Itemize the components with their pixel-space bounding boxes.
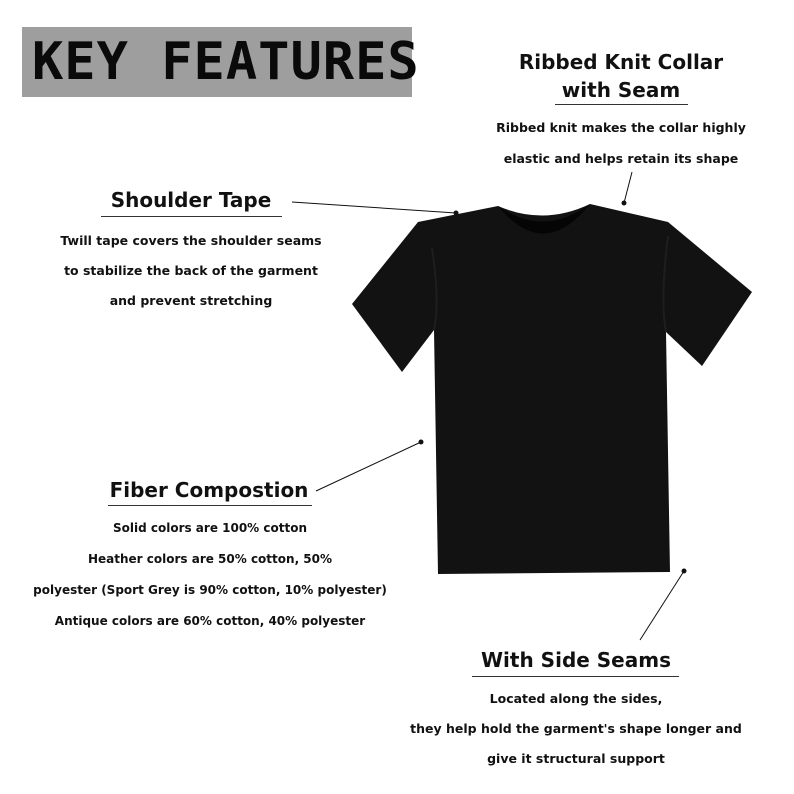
- shoulder-underline: [101, 216, 282, 217]
- collar-heading-line-1: Ribbed Knit Collar: [518, 50, 724, 74]
- collar-underline: [555, 104, 688, 105]
- fiber-desc-line-4: Antique colors are 60% cotton, 40% polyester: [54, 614, 366, 628]
- seams-leader-dot: [682, 569, 687, 574]
- shoulder-heading: [60, 186, 322, 214]
- seams-heading-line-1: With Side Seams: [481, 648, 671, 672]
- seams-desc-line-2: they help hold the garment's shape longer and: [410, 721, 742, 736]
- fiber-leader-dot: [419, 440, 424, 445]
- fiber-desc-line-3: polyester (Sport Grey is 90% cotton, 10% polyester): [33, 583, 387, 597]
- seams-description: [400, 684, 752, 774]
- fiber-heading: [78, 476, 340, 504]
- tshirt-body: [352, 204, 752, 574]
- collar-heading-line-2: with Seam: [561, 78, 681, 102]
- collar-desc-line-1: Ribbed knit makes the collar highly: [496, 120, 746, 135]
- collar-heading: [490, 48, 752, 104]
- seams-desc-line-1: Located along the sides,: [489, 691, 663, 706]
- shoulder-desc-line-1: Twill tape covers the shoulder seams: [60, 233, 322, 248]
- seams-desc-line-3: give it structural support: [487, 751, 665, 766]
- collar-description: [470, 118, 772, 169]
- fiber-heading-line-1: Fiber Compostion: [109, 478, 309, 502]
- fiber-desc-line-2: Heather colors are 50% cotton, 50%: [87, 552, 333, 566]
- shoulder-heading-line-1: Shoulder Tape: [110, 188, 272, 212]
- fiber-underline: [108, 505, 312, 506]
- shoulder-desc-line-2: to stabilize the back of the garment: [64, 263, 318, 278]
- seams-underline: [472, 676, 679, 677]
- fiber-description: [20, 513, 400, 637]
- seams-leader-line: [640, 571, 684, 640]
- seams-heading: [445, 646, 707, 674]
- collar-leader-dot: [622, 201, 627, 206]
- collar-desc-line-2: elastic and helps retain its shape: [503, 151, 739, 166]
- shoulder-description: [40, 226, 342, 316]
- shoulder-leader-dot: [454, 211, 459, 216]
- collar-leader-line: [624, 172, 632, 203]
- page-title: KEY FEATURES: [32, 32, 420, 92]
- fiber-desc-line-1: Solid colors are 100% cotton: [112, 521, 308, 535]
- shoulder-desc-line-3: and prevent stretching: [109, 293, 273, 308]
